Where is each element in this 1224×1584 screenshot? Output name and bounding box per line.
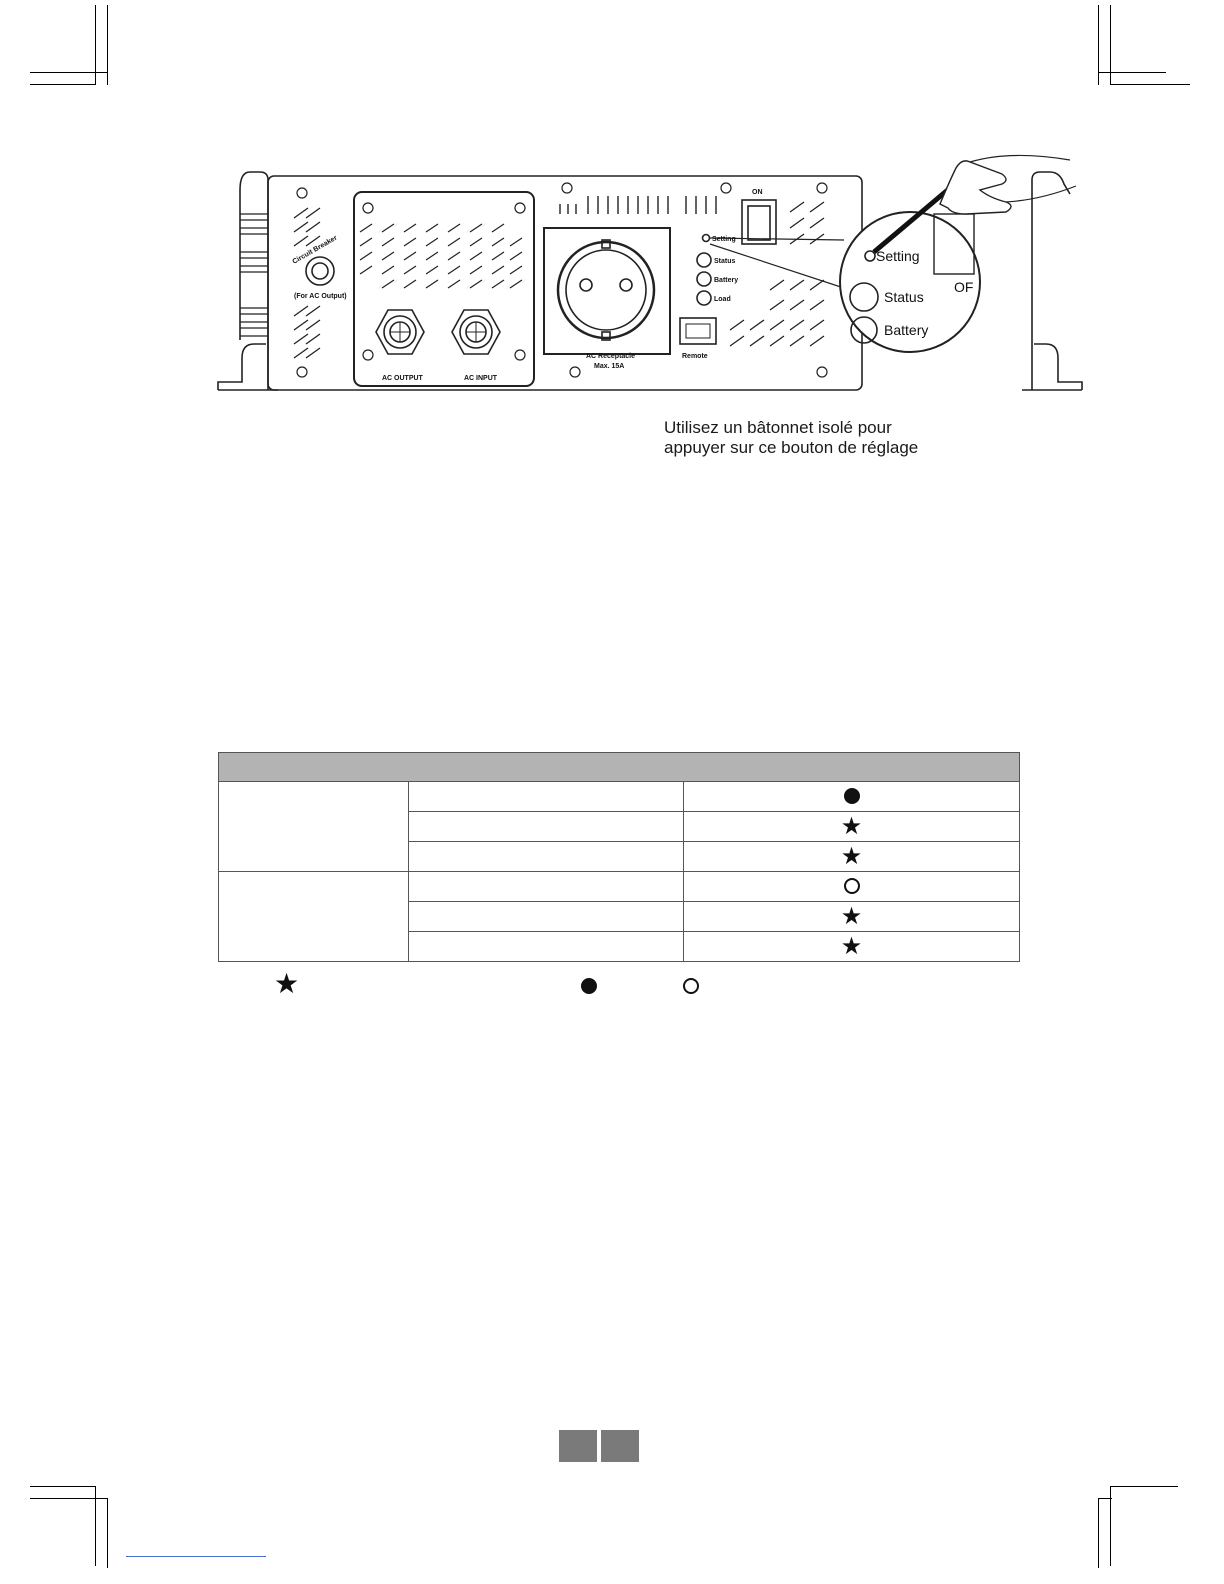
figure-caption	[664, 418, 918, 458]
group-cell	[219, 872, 409, 962]
filled-dot-icon	[844, 788, 860, 804]
legend-filled-dot-icon	[581, 978, 597, 994]
page-number-tab	[559, 1430, 597, 1462]
crop-mark	[1110, 84, 1190, 85]
table-body	[219, 782, 1020, 962]
zoom-off-label: OF	[954, 279, 974, 295]
crop-mark	[30, 72, 108, 73]
crop-mark	[30, 1498, 108, 1499]
indicator-cell	[684, 932, 1020, 962]
legend-star-icon: ★	[274, 968, 300, 999]
ac-receptacle-label: AC Receptacle	[586, 353, 636, 360]
inverter-rear-panel-illustration	[210, 140, 1090, 410]
crop-mark	[30, 1486, 96, 1487]
crop-mark	[107, 5, 108, 85]
legend-open-circle-icon	[683, 978, 699, 994]
zoom-setting-label: Setting	[876, 248, 920, 264]
indicator-cell	[684, 902, 1020, 932]
footer-link-underline	[126, 1556, 266, 1557]
indicator-cell	[684, 842, 1020, 872]
mode-cell	[409, 872, 684, 902]
open-circle-icon	[844, 878, 860, 894]
table-header-row	[219, 753, 1020, 782]
crop-mark	[1110, 1486, 1178, 1487]
crop-mark	[30, 84, 96, 85]
table-header	[219, 753, 1020, 782]
crop-mark	[1098, 1498, 1099, 1568]
zoom-status-label: Status	[884, 289, 924, 305]
for-ac-output-label: (For AC Output)	[294, 293, 347, 300]
crop-mark	[95, 5, 96, 85]
ac-input-label: AC INPUT	[464, 375, 498, 382]
table-row	[219, 872, 1020, 902]
crop-mark	[107, 1498, 108, 1568]
indicator-cell	[684, 782, 1020, 812]
crop-mark	[1098, 1498, 1112, 1499]
crop-mark	[1110, 5, 1111, 85]
star-icon: ★	[840, 902, 863, 930]
star-icon: ★	[840, 932, 863, 960]
on-switch-label: ON	[752, 189, 763, 196]
indicator-cell	[684, 872, 1020, 902]
mode-cell	[409, 782, 684, 812]
group-cell	[219, 782, 409, 872]
mode-cell	[409, 932, 684, 962]
setting-led-label: Setting	[712, 236, 736, 243]
mode-cell	[409, 812, 684, 842]
max-current-label: Max. 15A	[594, 363, 625, 370]
circuit-breaker-label: Circuit Breaker	[291, 234, 339, 266]
table-row	[219, 782, 1020, 812]
crop-mark	[1098, 5, 1099, 85]
star-icon: ★	[840, 842, 863, 870]
caption-line: Utilisez un bâtonnet isolé pour	[664, 418, 892, 437]
star-icon: ★	[840, 812, 863, 840]
ac-output-label: AC OUTPUT	[382, 375, 423, 382]
mode-cell	[409, 842, 684, 872]
caption-line: appuyer sur ce bouton de réglage	[664, 438, 919, 457]
crop-mark	[1098, 72, 1166, 73]
page-number-tab	[601, 1430, 639, 1462]
status-led-label: Status	[714, 258, 736, 265]
indicator-cell	[684, 812, 1020, 842]
battery-led-label: Battery	[714, 277, 739, 284]
mode-cell	[409, 902, 684, 932]
remote-label: Remote	[682, 353, 708, 360]
settings-table	[218, 752, 1020, 962]
load-led-label: Load	[714, 296, 731, 303]
zoom-battery-label: Battery	[884, 322, 929, 338]
